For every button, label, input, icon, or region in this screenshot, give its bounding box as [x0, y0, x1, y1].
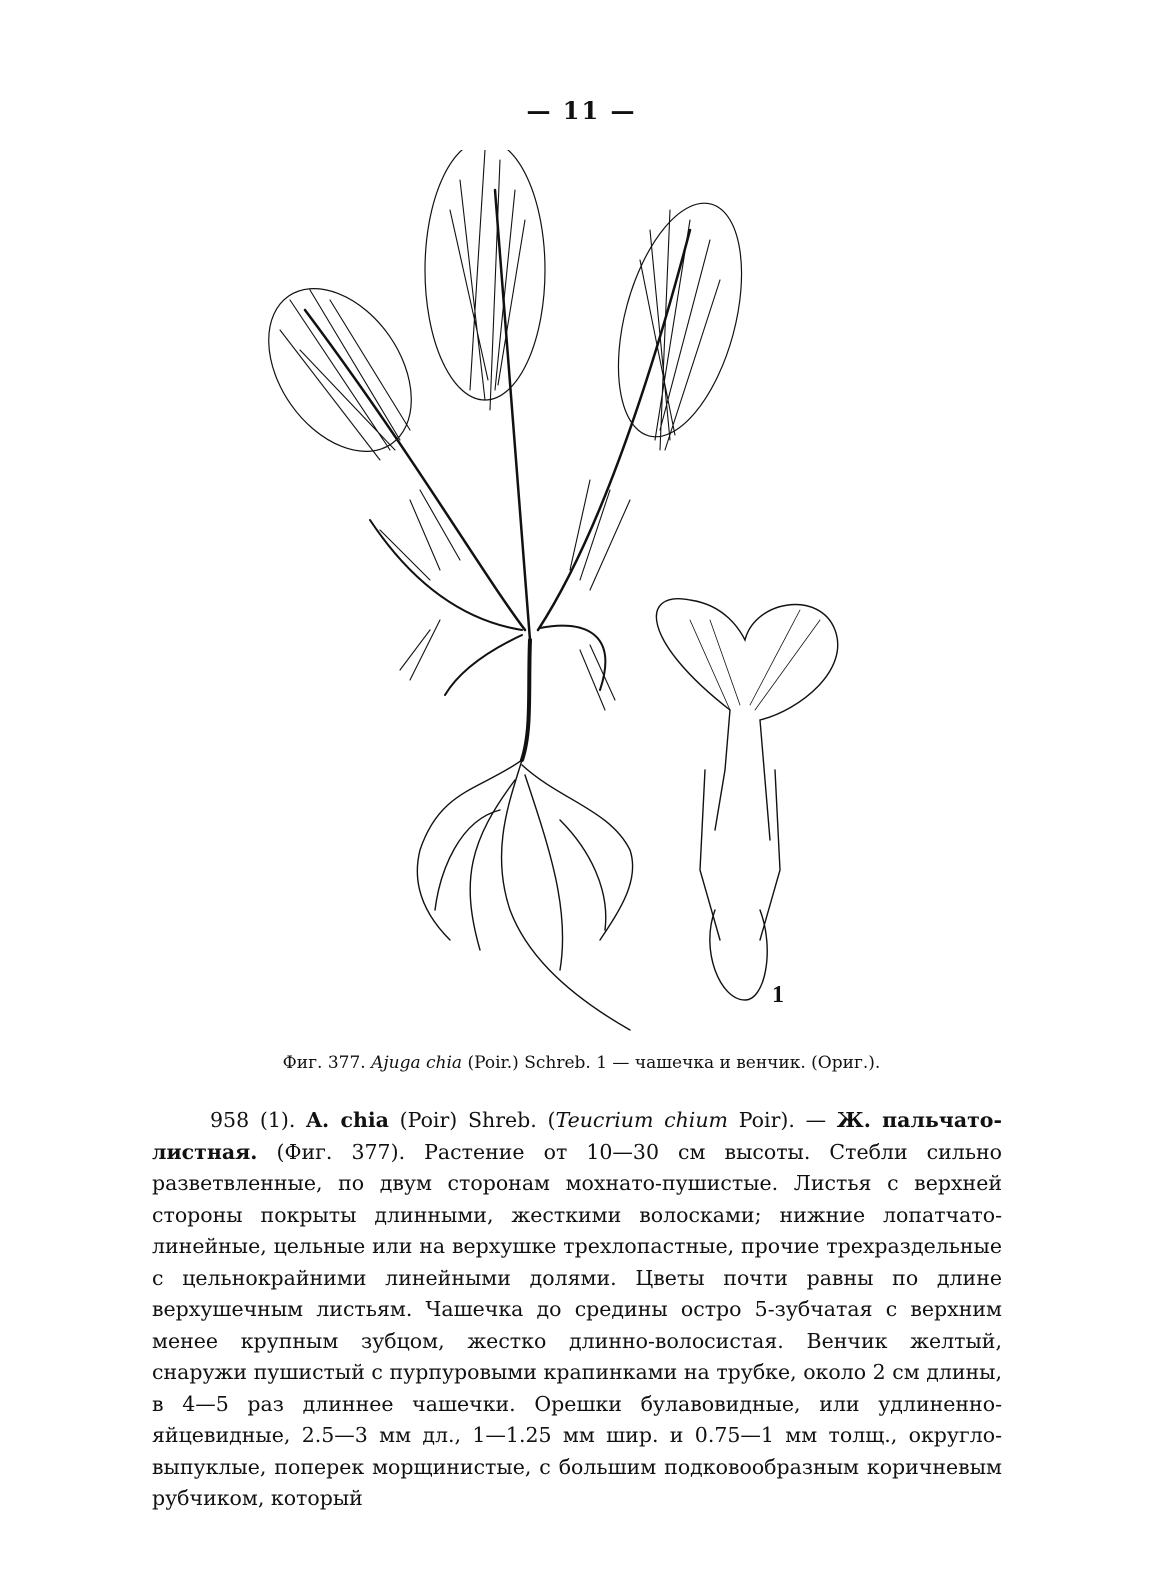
calyx — [700, 770, 780, 940]
flower-detail — [656, 599, 837, 1000]
entry-name: A. chia — [306, 1108, 389, 1132]
branch-low-left-2 — [445, 635, 522, 695]
callout-label: 1 — [772, 982, 784, 1008]
entry-common-name: Ж. пальчато-листная. — [152, 1108, 1002, 1164]
page-number: — 11 — — [526, 96, 637, 125]
species-entry — [152, 1105, 1002, 1515]
entry-synonym: Teucrium chium — [555, 1108, 728, 1132]
entry-authority: (Poir) Shreb. ( — [388, 1108, 556, 1132]
figure-caption — [0, 1053, 1163, 1073]
caption-authority: (Poir.) Schreb. 1 — чашечка и венчик. (Ориг.). — [462, 1053, 881, 1073]
branch-center — [495, 190, 530, 640]
entry-paragraph — [152, 1105, 1002, 1515]
entry-synonym-author: Poir). — — [728, 1108, 837, 1132]
corolla-lobes — [656, 599, 837, 720]
crown-right — [596, 190, 764, 450]
caption-species: Ajuga chia — [371, 1053, 463, 1073]
crown-left — [260, 262, 441, 478]
entry-number: 958 (1). — [210, 1108, 307, 1132]
entry-description: (Фиг. 377). Растение от 10—30 см высоты. Стебли сильно разветвленные, по двум сторонам мохнато-пушистые. Листья с верхней стороны покрыты длинными, жесткими волосками; нижние лопатчато-линейные, цельные или на верхушке трехлопастные, прочие трехраздельные с цельнокрайними линейными долями. Цветы почти равны по длине верхушечным листьям. Чашечка до средины остро 5-зубчатая с верхним менее крупным зубцом, жестко длинно-волосистая. Венчик желтый, снаружи пушистый с пурпуровыми крапинками на трубке, около 2 см длины, в 4—5 раз длиннее чашечки. Орешки булавовидные, или удлиненно-яйцевидные, 2.5—3 мм дл., 1—1.25 мм шир. и 0.75—1 мм толщ., округло-выпуклые, поперек морщинистые, с большим подковообразным коричневым рубчиком, который — [152, 1139, 1002, 1510]
plant-illustration — [260, 150, 860, 1050]
caption-prefix: Фиг. 377. — [282, 1053, 372, 1073]
crown-center — [425, 150, 545, 400]
main-stem — [522, 640, 530, 760]
roots — [417, 760, 632, 1030]
